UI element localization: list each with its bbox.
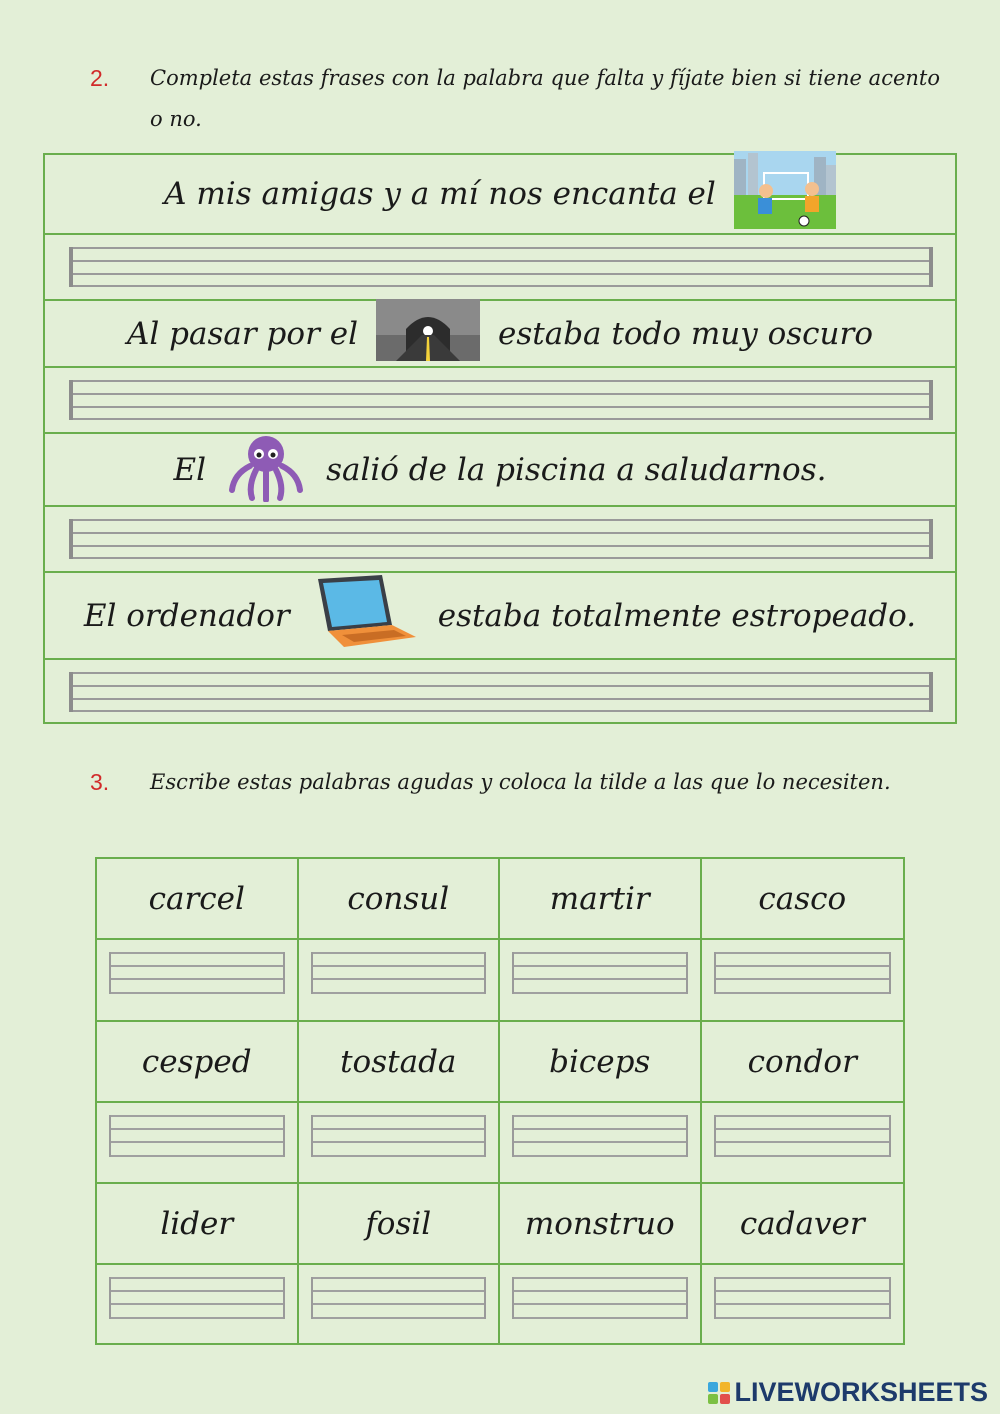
exercise-number: 3. [90, 769, 110, 795]
octopus-icon [224, 430, 308, 510]
answer-cell[interactable] [702, 1265, 904, 1345]
sentence-text-before: A mis amigas y a mí nos encanta el [164, 176, 716, 212]
writing-row[interactable] [45, 235, 955, 301]
word-grid [95, 857, 905, 1345]
answer-cell[interactable] [97, 1103, 299, 1184]
answer-cell[interactable] [97, 1265, 299, 1345]
writing-lines[interactable] [69, 247, 933, 287]
word-cell: cesped [97, 1022, 299, 1103]
answer-cell[interactable] [97, 940, 299, 1022]
sentence-row [45, 573, 955, 660]
writing-lines[interactable] [69, 672, 933, 712]
laptop-icon [308, 573, 420, 659]
word-cell: casco [702, 859, 904, 940]
exercise-number: 2. [90, 65, 110, 91]
writing-lines[interactable] [69, 380, 933, 420]
answer-cell[interactable] [299, 1265, 501, 1345]
sentence-table [43, 153, 957, 724]
answer-cell[interactable] [500, 940, 702, 1022]
sentence-text-after: estaba todo muy oscuro [498, 315, 873, 352]
writing-lines[interactable] [109, 1115, 285, 1157]
writing-lines[interactable] [714, 1277, 892, 1319]
sentence-text-before: El ordenador [83, 597, 290, 634]
answer-cell[interactable] [500, 1103, 702, 1184]
word-cell: monstruo [500, 1184, 702, 1265]
soccer-icon [734, 151, 836, 237]
sentence-text-before: Al pasar por el [127, 315, 359, 352]
word-cell: biceps [500, 1022, 702, 1103]
instruction-text: Escribe estas palabras agudas y coloca la tilde a las que lo necesiten. [150, 770, 891, 794]
word-cell: consul [299, 859, 501, 940]
writing-lines[interactable] [311, 1115, 487, 1157]
sentence-text-after: salió de la piscina a saludarnos. [326, 451, 827, 488]
writing-lines[interactable] [512, 1277, 688, 1319]
instruction-text: Completa estas frases con la palabra que falta y fíjate bien si tiene acento o no. [150, 66, 940, 131]
writing-lines[interactable] [69, 519, 933, 559]
sentence-row [45, 434, 955, 507]
answer-cell[interactable] [500, 1265, 702, 1345]
word-cell: cadaver [702, 1184, 904, 1265]
answer-cell[interactable] [702, 1103, 904, 1184]
writing-row[interactable] [45, 368, 955, 434]
answer-cell[interactable] [299, 940, 501, 1022]
writing-lines[interactable] [109, 952, 285, 994]
tunnel-icon [376, 299, 480, 369]
writing-lines[interactable] [714, 952, 892, 994]
instruction-2 [90, 58, 940, 140]
word-cell: condor [702, 1022, 904, 1103]
logo-icon [708, 1382, 730, 1404]
sentence-row [45, 301, 955, 368]
word-cell: lider [97, 1184, 299, 1265]
writing-lines[interactable] [311, 1277, 487, 1319]
writing-lines[interactable] [714, 1115, 892, 1157]
writing-lines[interactable] [512, 952, 688, 994]
writing-lines[interactable] [311, 952, 487, 994]
instruction-3 [90, 762, 940, 803]
word-cell: fosil [299, 1184, 501, 1265]
word-cell: carcel [97, 859, 299, 940]
sentence-row [45, 155, 955, 235]
answer-cell[interactable] [702, 940, 904, 1022]
writing-row[interactable] [45, 660, 955, 722]
sentence-text-before: El [173, 451, 207, 488]
sentence-text-after: estaba totalmente estropeado. [437, 597, 917, 634]
writing-lines[interactable] [109, 1277, 285, 1319]
word-cell: tostada [299, 1022, 501, 1103]
liveworksheets-logo[interactable] [708, 1377, 988, 1408]
answer-cell[interactable] [299, 1103, 501, 1184]
writing-lines[interactable] [512, 1115, 688, 1157]
brand-text: LIVEWORKSHEETS [734, 1377, 988, 1407]
word-cell: martir [500, 859, 702, 940]
writing-row[interactable] [45, 507, 955, 573]
